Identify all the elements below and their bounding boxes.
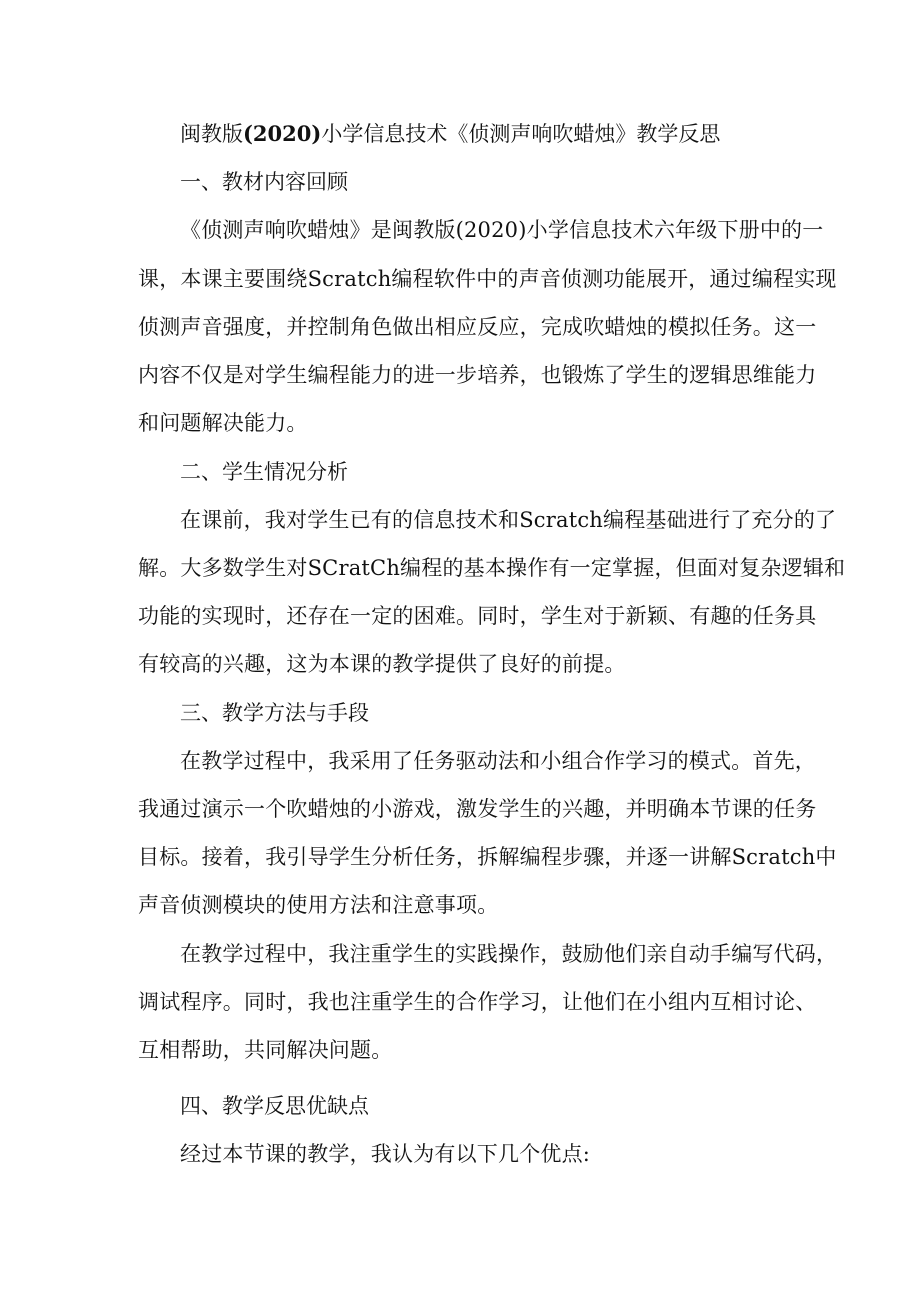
section3-p1-line-1: 在教学过程中，我采用了任务驱动法和小组合作学习的模式。首先，	[180, 749, 816, 773]
section1-heading: 一、教材内容回顾	[180, 170, 348, 194]
section2-line-3: 功能的实现时，还存在一定的困难。同时，学生对于新颖、有趣的任务具	[138, 604, 817, 628]
section2-heading: 二、学生情况分析	[180, 460, 348, 484]
title-prefix: 闽教版	[180, 122, 243, 146]
section2-line-4: 有较高的兴趣，这为本课的教学提供了良好的前提。	[138, 652, 626, 676]
section1-line-5: 和问题解决能力。	[138, 411, 308, 435]
title-year: (2020)	[243, 121, 322, 146]
section1-line-2: 课，本课主要围绕Scratch编程软件中的声音侦测功能展开，通过编程实现	[138, 267, 837, 291]
section4-heading: 四、教学反思优缺点	[180, 1094, 369, 1118]
section1-line-3: 侦测声音强度，并控制角色做出相应反应，完成吹蜡烛的模拟任务。这一	[138, 315, 817, 339]
section4-line-1: 经过本节课的教学，我认为有以下几个优点:	[180, 1142, 591, 1166]
section3-p2-line-3: 互相帮助，共同解决问题。	[138, 1038, 393, 1062]
document-title	[180, 122, 720, 146]
section3-p1-line-4: 声音侦测模块的使用方法和注意事项。	[138, 893, 499, 917]
section3-p1-line-2: 我通过演示一个吹蜡烛的小游戏，激发学生的兴趣，并明确本节课的任务	[138, 797, 817, 821]
section2-line-2: 解。大多数学生对SCratCh编程的基本操作有一定掌握，但面对复杂逻辑和	[138, 556, 846, 580]
section2-line-1: 在课前，我对学生已有的信息技术和Scratch编程基础进行了充分的了	[180, 508, 837, 532]
title-suffix: 小学信息技术《侦测声响吹蜡烛》教学反思	[321, 122, 721, 146]
section3-p2-line-1: 在教学过程中，我注重学生的实践操作，鼓励他们亲自动手编写代码，	[180, 942, 838, 966]
section3-p2-line-2: 调试程序。同时，我也注重学生的合作学习，让他们在小组内互相讨论、	[138, 990, 817, 1014]
section3-p1-line-3: 目标。接着，我引导学生分析任务，拆解编程步骤，并逐一讲解Scratch中	[138, 845, 837, 869]
section1-line-1: 《侦测声响吹蜡烛》是闽教版(2020)小学信息技术六年级下册中的一	[180, 218, 824, 242]
section3-heading: 三、教学方法与手段	[180, 701, 369, 725]
section1-line-4: 内容不仅是对学生编程能力的进一步培养，也锻炼了学生的逻辑思维能力	[138, 363, 817, 387]
